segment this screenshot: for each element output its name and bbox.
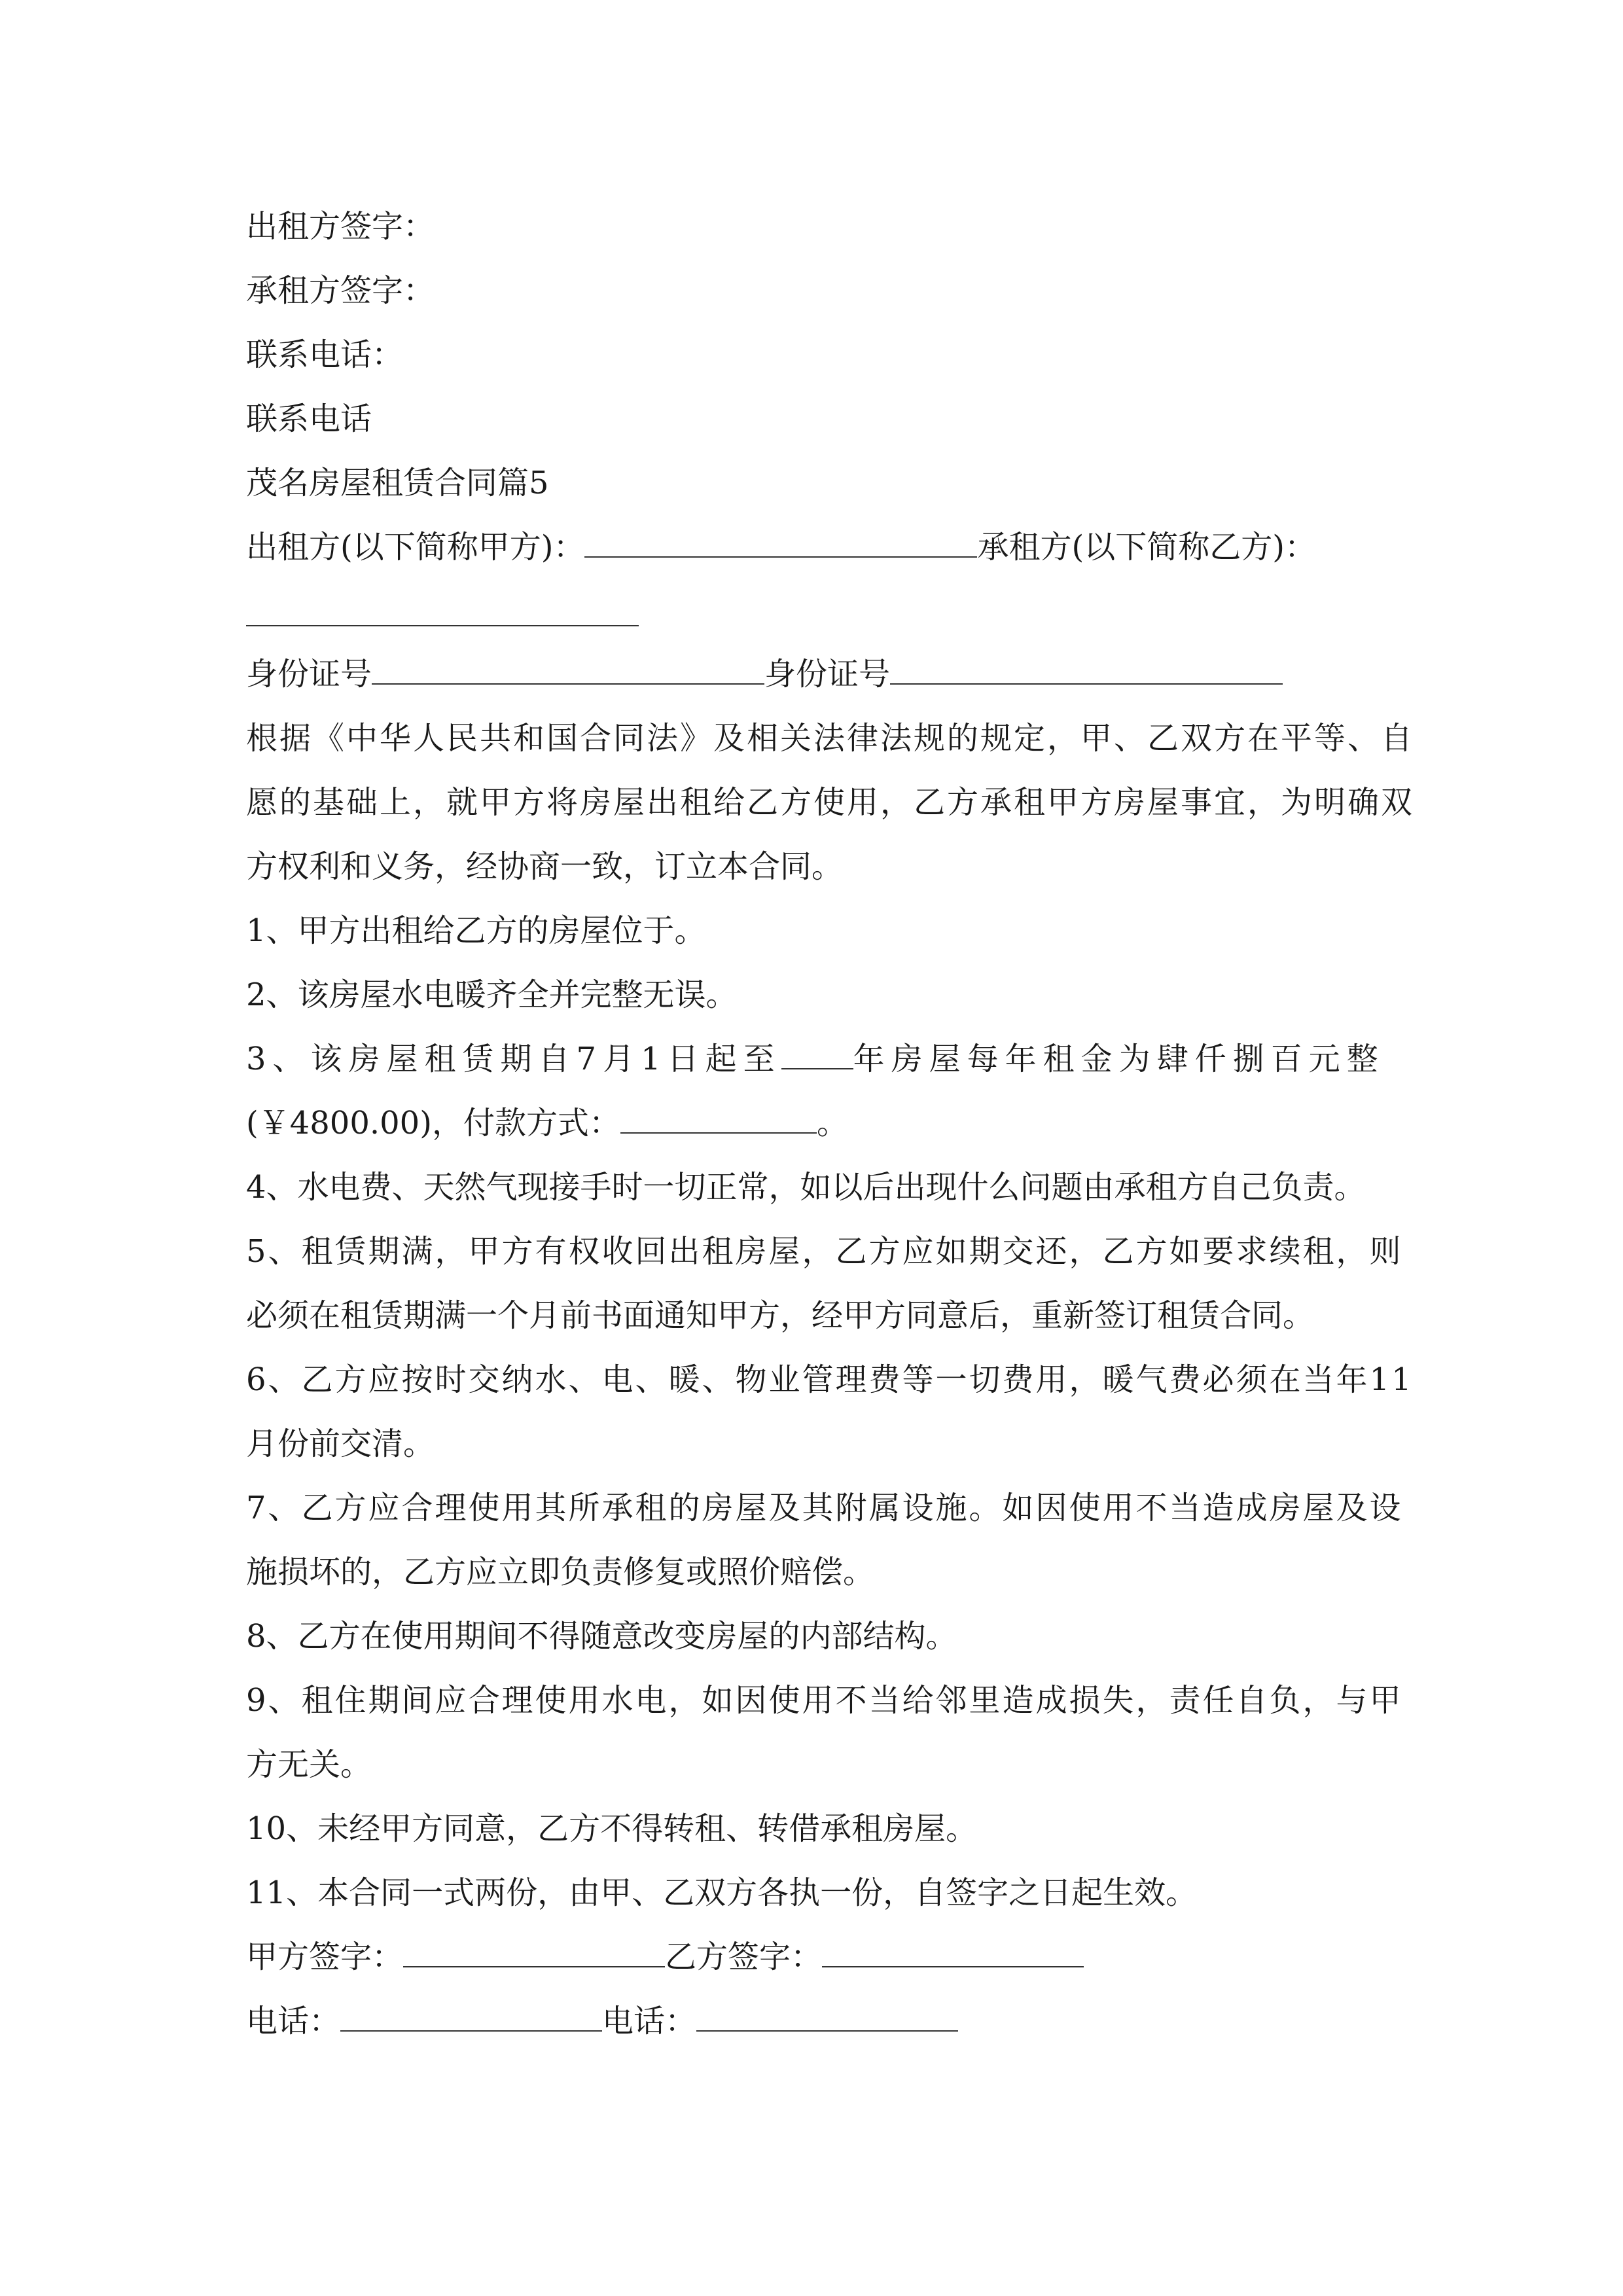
id-number-line xyxy=(246,655,1283,694)
phone-line xyxy=(246,2001,958,2041)
lessee-signature-label: 承租方签字： xyxy=(246,272,435,309)
clause-4: 4、水电费、天然气现接手时一切正常，如以后出现什么问题由承租方自己负责。 xyxy=(246,1169,1366,1206)
party-a-phone-blank xyxy=(340,2001,602,2032)
clause-3-line-1 xyxy=(246,1039,1385,1079)
clause-2: 2、该房屋水电暖齐全并完整无误。 xyxy=(246,977,738,1013)
clause-3-text-d: 。 xyxy=(816,1105,848,1141)
clause-10: 10、未经甲方同意，乙方不得转租、转借承租房屋。 xyxy=(246,1810,978,1847)
clause-9-line-2: 方无关。 xyxy=(246,1746,372,1783)
clause-7-line-1: 7、乙方应合理使用其所承租的房屋及其附属设施。如因使用不当造成房屋及设 xyxy=(246,1490,1403,1526)
clause-8: 8、乙方在使用期间不得随意改变房屋的内部结构。 xyxy=(246,1618,957,1655)
contact-phone-label-2: 联系电话 xyxy=(246,401,372,437)
clause-9-line-1: 9、租住期间应合理使用水电，如因使用不当给邻里造成损失，责任自负，与甲 xyxy=(246,1682,1403,1719)
parties-line xyxy=(246,528,1316,567)
contact-phone-label: 联系电话： xyxy=(246,336,404,373)
preamble-line-1: 根据《中华人民共和国合同法》及相关法律法规的规定，甲、乙双方在平等、自 xyxy=(246,720,1415,757)
party-a-signature-label: 甲方签字： xyxy=(246,1939,404,1975)
clause-5-line-2: 必须在租赁期满一个月前书面通知甲方，经甲方同意后，重新签订租赁合同。 xyxy=(246,1297,1315,1334)
lessee-name-blank xyxy=(246,625,639,626)
party-b-signature-label: 乙方签字： xyxy=(665,1939,823,1975)
party-b-phone-label: 电话： xyxy=(602,2003,697,2039)
clause-3-text-a: 3、该房屋租赁期自7月1日起至 xyxy=(246,1041,781,1077)
clause-6-line-2: 月份前交清。 xyxy=(246,1426,435,1462)
preamble-line-3: 方权利和义务，经协商一致，订立本合同。 xyxy=(246,848,844,885)
lessor-signature-label: 出租方签字： xyxy=(246,208,435,245)
lessor-label: 出租方(以下简称甲方)： xyxy=(246,529,585,565)
id-blank-lessor xyxy=(372,655,764,685)
party-b-phone-blank xyxy=(696,2001,958,2032)
preamble-line-2: 愿的基础上，就甲方将房屋出租给乙方使用，乙方承租甲方房屋事宜，为明确双 xyxy=(246,784,1415,821)
party-a-signature-blank xyxy=(403,1937,665,1967)
clause-3-text-b: 年房屋每年租金为肆仟捌百元整 xyxy=(853,1041,1385,1077)
clause-7-line-2: 施损坏的，乙方应立即负责修复或照价赔偿。 xyxy=(246,1554,875,1590)
clause-3-line-2 xyxy=(246,1103,848,1143)
clause-1: 1、甲方出租给乙方的房屋位于。 xyxy=(246,912,706,949)
signature-line xyxy=(246,1937,1084,1977)
section-title: 茂名房屋租赁合同篇5 xyxy=(246,465,549,501)
lessee-label: 承租方(以下简称乙方)： xyxy=(977,529,1316,565)
party-b-signature-blank xyxy=(822,1937,1084,1967)
clause-6-line-1: 6、乙方应按时交纳水、电、暖、物业管理费等一切费用，暖气费必须在当年11 xyxy=(246,1361,1414,1398)
clause-11: 11、本合同一式两份，由甲、乙双方各执一份，自签字之日起生效。 xyxy=(246,1874,1198,1911)
end-year-blank xyxy=(781,1039,853,1069)
id-label-lessee: 身份证号 xyxy=(764,656,891,692)
payment-method-blank xyxy=(620,1103,817,1134)
clause-3-text-c: (￥4800.00)，付款方式： xyxy=(246,1105,620,1141)
lessor-name-blank xyxy=(584,528,977,558)
party-a-phone-label: 电话： xyxy=(246,2003,341,2039)
id-blank-lessee xyxy=(890,655,1283,685)
clause-5-line-1: 5、租赁期满，甲方有权收回出租房屋，乙方应如期交还，乙方如要求续租，则 xyxy=(246,1233,1403,1270)
id-label-lessor: 身份证号 xyxy=(246,656,372,692)
